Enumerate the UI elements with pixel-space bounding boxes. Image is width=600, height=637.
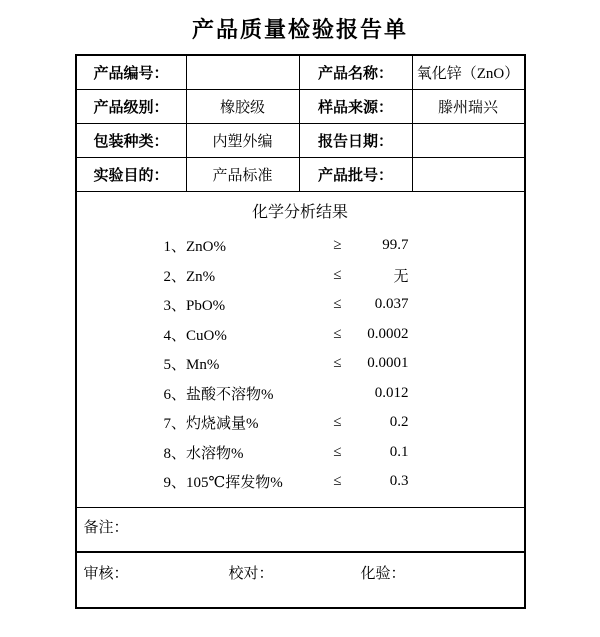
- field-label-product-code: 产品编号：: [77, 56, 187, 90]
- field-value-batch-no: [413, 158, 524, 192]
- analysis-item-pbo: [77, 290, 524, 320]
- field-value-report-date: [413, 124, 524, 158]
- analysis-item-value: 0.0002: [367, 325, 409, 342]
- proofread-label: 校对：: [228, 566, 274, 582]
- analysis-item-value: 0.1: [389, 443, 409, 460]
- analysis-item-cuo: [77, 320, 524, 350]
- analysis-item-name: 4、CuO%: [163, 327, 227, 344]
- report-table: [75, 54, 526, 609]
- remark-row: [77, 508, 524, 553]
- field-value-sample-source: 滕州瑞兴: [413, 90, 524, 124]
- analysis-item-value: 无: [393, 268, 409, 285]
- analysis-item-name: 1、ZnO%: [163, 239, 226, 256]
- analysis-item-relation: ≤: [333, 296, 342, 313]
- analysis-item-relation: ≤: [333, 325, 342, 342]
- analysis-item-hcl-insoluble: [77, 379, 524, 409]
- analysis-section-title: 化学分析结果: [251, 204, 348, 221]
- test-label: 化验：: [360, 566, 406, 582]
- analysis-item-list: [77, 231, 524, 497]
- field-value-packaging-type: 内塑外编: [187, 124, 300, 158]
- signature-row: [77, 553, 524, 607]
- analysis-item-water-soluble: [77, 438, 524, 468]
- field-label-batch-no: 产品批号：: [300, 158, 413, 192]
- analysis-item-name: 5、Mn%: [163, 357, 220, 374]
- analysis-item-name: 7、灼烧减量%: [163, 416, 259, 433]
- page-title: 产品质量检验报告单: [191, 17, 408, 42]
- analysis-item-value: 0.037: [374, 296, 409, 313]
- field-value-product-name: 氧化锌（ZnO）: [413, 56, 524, 90]
- analysis-item-relation: ≤: [333, 443, 342, 460]
- analysis-item-relation: ≤: [333, 266, 342, 283]
- analysis-item-relation: ≤: [333, 414, 342, 431]
- analysis-item-relation: ≤: [333, 473, 342, 490]
- analysis-item-name: 6、盐酸不溶物%: [163, 386, 274, 403]
- analysis-item-name: 9、105℃挥发物%: [163, 475, 283, 492]
- analysis-item-mn: [77, 349, 524, 379]
- field-label-packaging-type: 包装种类：: [77, 124, 187, 158]
- header-grid: [77, 56, 524, 192]
- analysis-item-name: 2、Zn%: [163, 268, 216, 285]
- analysis-item-value: 99.7: [382, 237, 409, 254]
- field-label-sample-source: 样品来源：: [300, 90, 413, 124]
- field-label-test-purpose: 实验目的：: [77, 158, 187, 192]
- field-value-product-code: [187, 56, 300, 90]
- analysis-item-volatile-105c: [77, 467, 524, 497]
- analysis-item-name: 8、水溶物%: [163, 445, 244, 462]
- analysis-item-name: 3、PbO%: [163, 298, 226, 315]
- field-value-product-grade: 橡胶级: [187, 90, 300, 124]
- analysis-item-value: 0.2: [389, 414, 409, 431]
- analysis-item-relation: ≤: [333, 355, 342, 372]
- analysis-item-zn: [77, 261, 524, 291]
- analysis-item-value: 0.012: [374, 384, 409, 401]
- review-label: 审核：: [83, 566, 129, 582]
- field-value-test-purpose: 产品标准: [187, 158, 300, 192]
- analysis-section: [77, 192, 524, 508]
- analysis-item-relation: ≥: [333, 237, 342, 254]
- field-label-product-grade: 产品级别：: [77, 90, 187, 124]
- analysis-item-value: 0.3: [389, 473, 409, 490]
- analysis-item-value: 0.0001: [367, 355, 409, 372]
- field-label-report-date: 报告日期：: [300, 124, 413, 158]
- remark-label: 备注：: [83, 520, 129, 536]
- field-label-product-name: 产品名称：: [300, 56, 413, 90]
- analysis-item-ignition-loss: [77, 408, 524, 438]
- analysis-item-zno: [77, 231, 524, 261]
